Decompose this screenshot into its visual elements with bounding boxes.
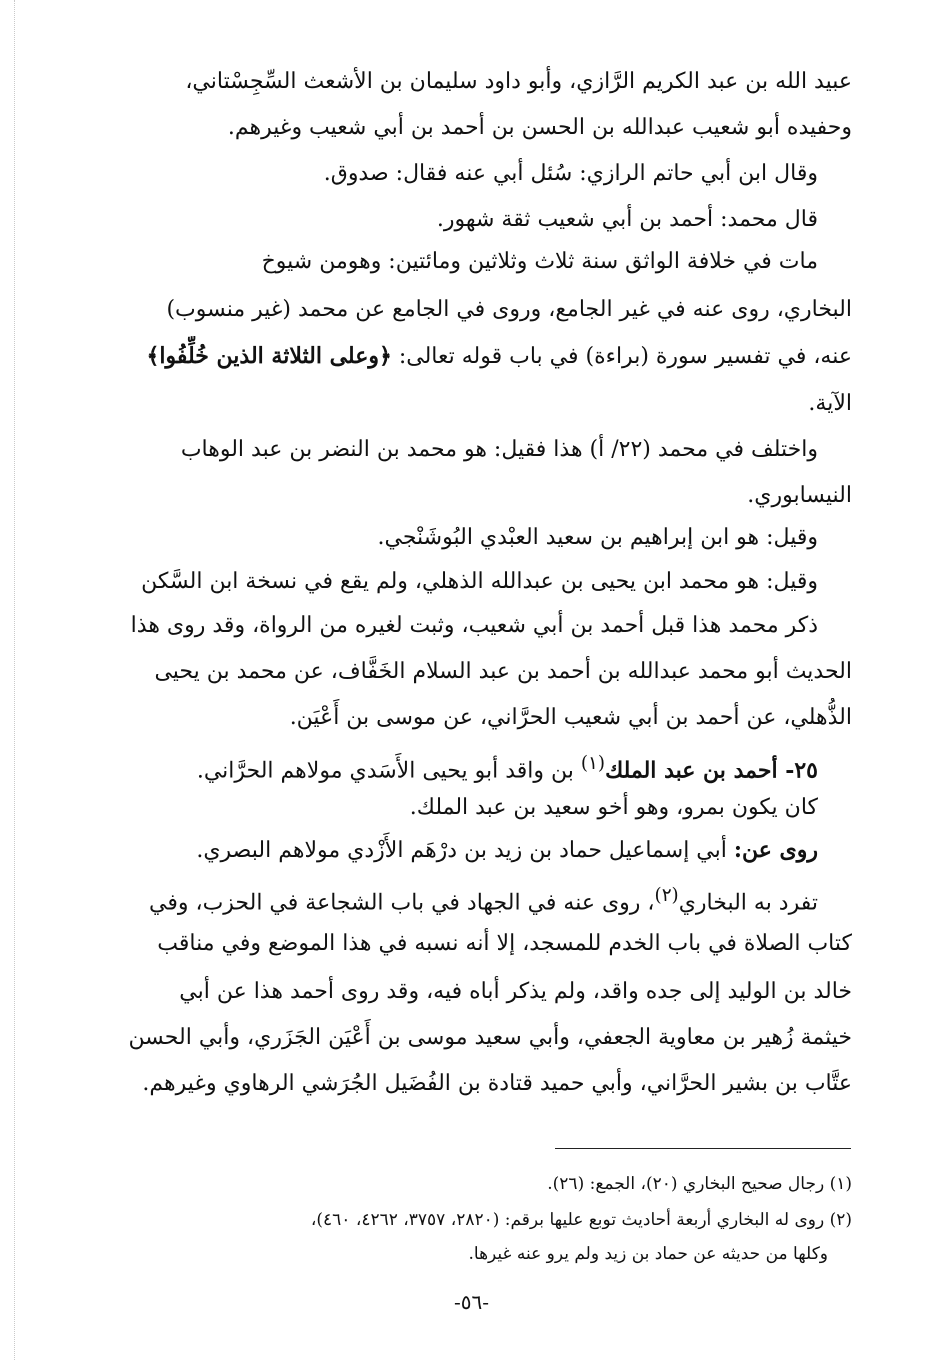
text-line-7-start: عنه، في تفسير سورة (براءة) في باب قوله تعالى: bbox=[398, 344, 852, 369]
text-line-19-start: تفرد به البخاري bbox=[678, 890, 818, 916]
scan-edge-line bbox=[14, 0, 15, 1360]
text-line-2: وحفيده أبو شعيب عبدالله بن الحسن بن أحمد بن أبي شعيب وغيرهم. bbox=[227, 115, 852, 140]
text-line-6: البخاري، روى عنه في غير الجامع، وروى في الجامع عن محمد (غير منسوب) bbox=[166, 297, 852, 322]
text-line-15: الذُّهلي، عن أحمد بن أبي شعيب الحرَّاني، عن موسى بن أَعْيَن. bbox=[289, 705, 852, 730]
text-line-10: النيسابوري. bbox=[747, 483, 852, 508]
footnote-ref-1: (١) bbox=[580, 753, 606, 774]
text-line-21: خالد بن الوليد إلى جده واقد، ولم يذكر أباه فيه، وقد روى أحمد هذا عن أبي bbox=[179, 979, 852, 1004]
footnote-2: (٢) روى له البخاري أربعة أحاديث توبع عليها برقم: (٢٨٢٠، ٣٧٥٧، ٤٢٦٢، ٤٦٠)، bbox=[310, 1210, 852, 1230]
text-line-4: قال محمد: أحمد بن أبي شعيب ثقة شهور. bbox=[436, 207, 818, 232]
entry-25-rest: بن واقد أبو يحيى الأَسَدي مولاهم الحرَّاني. bbox=[196, 758, 574, 784]
entry-25-name: ٢٥- أحمد بن عبد الملك bbox=[605, 757, 818, 784]
entry-25-heading bbox=[92, 744, 818, 784]
quran-verse: ﴿وعلى الثلاثة الذين خُلِّفُوا﴾ bbox=[146, 343, 392, 369]
text-line-3: وقال ابن أبي حاتم الرازي: سُئل أبي عنه فقال: صدوق. bbox=[323, 161, 818, 186]
footnote-divider bbox=[555, 1148, 851, 1149]
footnote-1: (١) رجال صحيح البخاري (٢٠)، الجمع: (٢٦). bbox=[547, 1174, 852, 1194]
text-line-5: مات في خلافة الواثق سنة ثلاث وثلاثين ومائتين: وهومن شيوخ bbox=[261, 249, 818, 274]
text-line-23: عتَّاب بن بشير الحرَّاني، وأبي حميد قتادة بن الفُضَيل الجُرَشي الرهاوي وغيرهم. bbox=[142, 1071, 852, 1096]
footnote-ref-2: (٢) bbox=[654, 885, 679, 906]
text-line-17: كان يكون بمرو، وهو أخو سعيد بن عبد الملك. bbox=[409, 795, 818, 820]
text-line-13: ذكر محمد هذا قبل أحمد بن أبي شعيب، وثبت لغيره من الرواة، وقد روى هذا bbox=[130, 613, 818, 638]
text-line-12: وقيل: هو محمد ابن يحيى بن عبدالله الذهلي، ولم يقع في نسخة ابن السَّكن bbox=[141, 569, 818, 594]
text-line-11: وقيل: هو ابن إبراهيم بن سعيد العبْدي البُوشَنْجي. bbox=[377, 525, 818, 550]
text-line-14: الحديث أبو محمد عبدالله بن أحمد بن عبد السلام الخَفَّاف، عن محمد بن يحيى bbox=[154, 659, 852, 684]
text-line-8: الآية. bbox=[808, 391, 852, 416]
text-line-19-rest: ، روى عنه في الجهاد في باب الشجاعة في الحزب، وفي bbox=[149, 890, 655, 916]
text-line-9: واختلف في محمد (٢٢/ أ) هذا فقيل: هو محمد بن النضر بن عبد الوهاب bbox=[180, 437, 818, 462]
narrated-from-text: أبي إسماعيل حماد بن زيد بن درْهَم الأَزْدي مولاهم البصري. bbox=[196, 838, 727, 863]
page-number: -٥٦- bbox=[453, 1290, 489, 1314]
footnote-2-continued: وكلها من حديثه عن حماد بن زيد ولم يرو عنه غيرها. bbox=[468, 1244, 828, 1264]
text-line-19 bbox=[92, 876, 818, 916]
text-line-7 bbox=[92, 336, 852, 376]
narrated-from-label: روى عن: bbox=[733, 837, 818, 863]
text-line-20: كتاب الصلاة في باب الخدم للمسجد، إلا أنه نسبه في هذا الموضع وفي مناقب bbox=[157, 931, 852, 956]
text-line-1: عبيد الله بن عبد الكريم الرَّازي، وأبو داود سليمان بن الأشعث السِّجِسْتاني، bbox=[185, 69, 852, 94]
text-line-18 bbox=[92, 830, 818, 870]
text-line-22: خيثمة زُهير بن معاوية الجعفي، وأبي سعيد موسى بن أَعْيَن الجَزَري، وأبي الحسن bbox=[128, 1025, 852, 1050]
